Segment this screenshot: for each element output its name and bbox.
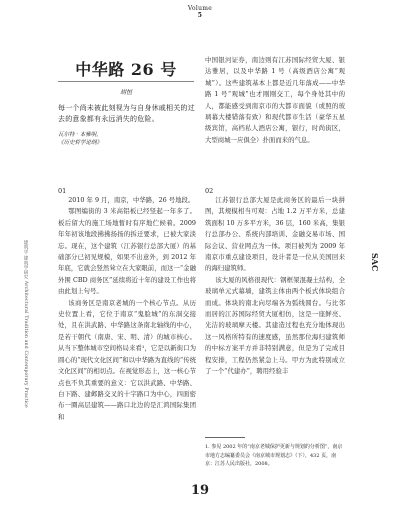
- title-divider: [58, 81, 194, 82]
- right-column-intro: [205, 55, 345, 146]
- footnote: 1. 参见 2002 年的“南京老城保护更新与规划的分析图”，南京市地方志编纂委员会《南京城市规划志》（下），432 页，南京：江苏人民出版社，2008。: [205, 444, 343, 468]
- running-side-text: 建筑学 建筑学研究 Architectural Tradition and Contemporary Practice: [23, 240, 28, 408]
- section-01-label: 01: [58, 187, 67, 195]
- article-author: 胡恒: [119, 89, 132, 96]
- epigraph-source: [58, 131, 196, 147]
- article-title: 中华路 26 号: [75, 60, 177, 79]
- page-number: 19: [190, 483, 210, 498]
- section-01: [58, 187, 196, 423]
- epigraph-source-work: 《历史哲学论纲》: [58, 140, 103, 146]
- footnote-divider: [205, 437, 245, 438]
- paragraph: 该大厦的风格很现代：钢框架混凝土结构，全玻璃单元式幕墙，建筑主体由两个板式体块组合而成。体块的南北向尽端各为弧线圆台。与比邻而居的江苏国际经贸大厦相仿，这是一座鲜亮、光洁的玻璃摩天楼。其建造过程也充分地体现出这一风格所特有的速度感，虽然那位海归建筑师的中标方案平方并非特别满意，但是为了完成目程安排，工程仍然紧急上马。甲方为此特别成立了一个“代建办”，聘用经验丰: [205, 275, 345, 376]
- intro-paragraph: 中国银河证券，南边则有江苏国际经贸大厦、银达雅居，以及中华路 1 号（高级酒店公寓“观城”）。这些建筑基本上都是近几年落成——中华路 1 号“观城”也才刚刚交工，每个身处其中的人，都能感受到南京市的大都市面貌（或照的玻璃幕大楼错落有致）和现代都市生活（豪华五星级宾馆，高档私人酒店公寓，银行，时尚街区，大型商城一应俱全）扑面而来的气息。: [205, 56, 345, 144]
- paragraph: 江苏银行总部大厦是此商务区的最后一块拼图，其规模相当可观：占地 1.2 万平方米，总建筑面积 10 万多平方米，36 层，160 米高，集银行总部办公、系统内部培训、金融交易市场、国际会议、营业网点为一体。项目被列为 2009 年南京市重点建设项目，设计者是一位从美国回来的海归建筑师。: [205, 196, 345, 273]
- paragraph: 鄂图编街的 3 米高铝板已经竖起一年多了。板后留大的施工场地暂时有序地伫候着。2009 年年初该地段拂拂扬扬的拆迁要求，已被大家淡忘。现在，这个建筑（江苏银行总部大厦）的基础部分已初见规模，如果不出意外，到 2012 年年底，它就会竖然耸立在大家眼前，而这一“金融外围 CBD 商务区”延续将近十年的建设工作也将由此划上句号。: [58, 207, 196, 296]
- section-02-label: 02: [205, 187, 214, 195]
- volume-number: 5: [197, 12, 203, 19]
- section-02: [205, 187, 345, 378]
- epigraph-source-author: 瓦尔特 · 本雅明，: [58, 132, 102, 138]
- journal-side-mark: SAC: [370, 253, 380, 272]
- volume-label: Volume: [187, 5, 213, 12]
- paragraph: 2010 年 9 月，南京，中华路，26 号地段。: [68, 196, 195, 204]
- epigraph: 每一个尚未被此刻视为与自身休戚相关的过去的意象都有永远消失的危险。: [58, 104, 195, 123]
- paragraph: 该商务区是南京老城的一个核心节点。从历史位置上看，它位于南京“鬼脸城”的东洞交接处，且在洪武路、中华路这条南北轴线的中心，是若干朝代（南唐、宋、明、清）的城市核心。从当下整体城市空间格局来看¹，它是以新街口为圆心的“现代文化区间”和以中华路为直线的“传统文化区间”的相切点。在视觉形态上，这一核心节点也不负其重要的意义：它以洪武路、中华路、白下路、建邺路交叉的十字路口为中心，四面密布一圈高层建筑——路口北边的是汇鸿国际集团和: [58, 298, 196, 421]
- volume-header: [0, 5, 400, 19]
